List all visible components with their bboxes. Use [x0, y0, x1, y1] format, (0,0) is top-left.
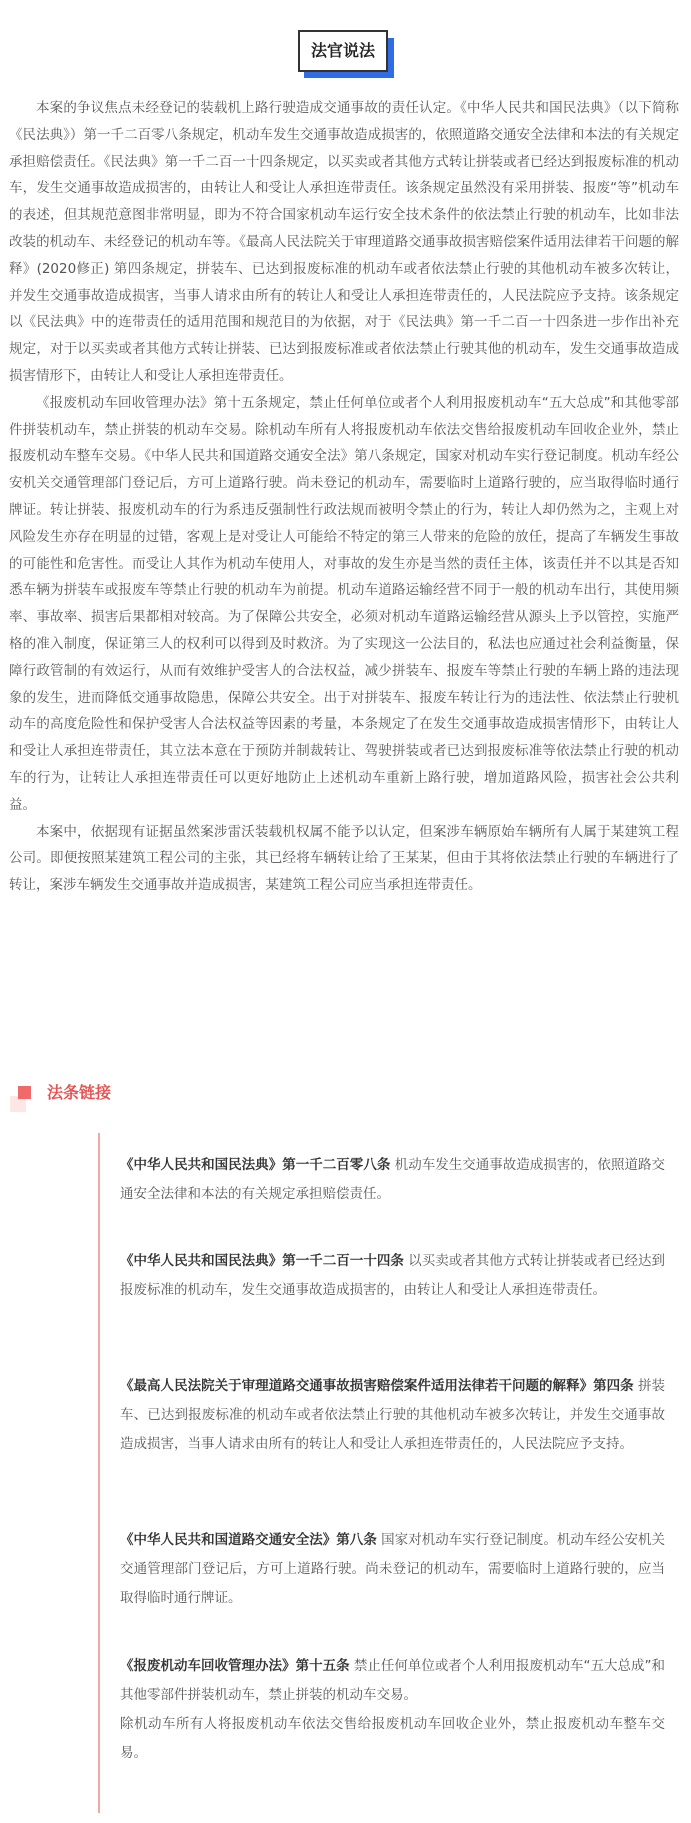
- article-body: [9, 95, 679, 899]
- timeline-line: [98, 1133, 100, 1813]
- law-item-extra-text: 除机动车所有人将报废机动车依法交售给报废机动车回收企业外，禁止报废机动车整车交易。: [120, 1716, 665, 1761]
- law-item-text: 禁止任何单位或者个人利用报废机动车“五大总成”和其他零部件拼装机动车，禁止拼装的机动车交易。: [120, 1658, 665, 1703]
- law-item: [120, 1652, 665, 1768]
- law-item: [120, 1372, 665, 1459]
- law-item: [120, 1247, 665, 1305]
- law-item: [120, 1526, 665, 1613]
- section-title: 法条链接: [47, 1083, 112, 1102]
- paragraph: 《报废机动车回收管理办法》第十五条规定，禁止任何单位或者个人利用报废机动车“五大总成”和其他零部件拼装机动车，禁止拼装的机动车交易。除机动车所有人将报废机动车依法交售给报废机动车回收企业外，禁止报废机动车整车交易。《中华人民共和国道路交通安全法》第八条规定，国家对机动车实行登记制度。机动车经公安机关交通管理部门登记后，方可上道路行驶。尚未登记的机动车，需要临时上道路行驶的，应当取得临时通行牌证。转让拼装、报废机动车的行为系违反强制性行政法规而被明令禁止的行为，转让人却仍然为之，主观上对风险发生亦存在明显的过错，客观上是对受让人可能给不特定的第三人带来的危险的放任，提高了车辆发生事故的可能性和危害性。而受让人其作为机动车使用人，对事故的发生亦是当然的责任主体，该责任并不以其是否知悉车辆为拼装车或报废车等禁止行驶的机动车为前提。机动车道路运输经营不同于一般的机动车出行，其使用频率、事故率、损害后果都相对较高。为了保障公共安全，必须对机动车道路运输经营从源头上予以管控，实施严格的准入制度，保证第三人的权利可以得到及时救济。为了实现这一公法目的，私法也应通过社会利益衡量，保障行政管制的有效运行，从而有效维护受害人的合法权益，减少拼装车、报废车等禁止行驶的车辆上路的违法现象的发生，进而降低交通事故隐患，保障公共安全。出于对拼装车、报废车转让行为的违法性、依法禁止行驶机动车的高度危险性和保护受害人合法权益等因素的考量，本条规定了在发生交通事故造成损害情形下，由转让人和受让人承担连带责任，其立法本意在于预防并制裁转让、驾驶拼装或者已达到报废标准等依法禁止行驶的机动车的行为，让转让人承担连带责任可以更好地防止上述机动车重新上路行驶，增加道路风险，损害社会公共利益。: [9, 394, 679, 813]
- paragraph: 本案的争议焦点未经登记的装载机上路行驶造成交通事故的责任认定。《中华人民共和国民法典》（以下简称《民法典》）第一千二百零八条规定，机动车发生交通事故造成损害的，依照道路交通安全法律和本法的有关规定承担赔偿责任。《民法典》第一千二百一十四条规定，以买卖或者其他方式转让拼装或者已经达到报废标准的机动车，发生交通事故造成损害的，由转让人和受让人承担连带责任。该条规定虽然没有采用拼装、报废“等”机动车的表述，但其规范意图非常明显，即为不符合国家机动车运行安全技术条件的依法禁止行驶的机动车，比如非法改装的机动车、未经登记的机动车等。《最高人民法院关于审理道路交通事故损害赔偿案件适用法律若干问题的解释》(2020修正) 第四条规定，拼装车、已达到报废标准的机动车或者依法禁止行驶的其他机动车被多次转让，并发生交通事故造成损害，当事人请求由所有的转让人和受让人承担连带责任的，人民法院应予支持。该条规定以《民法典》中的连带责任的适用范围和规范目的为依据，对于《民法典》第一千二百一十四条进一步作出补充规定，对于以买卖或者其他方式转让拼装、已达到报废标准或者依法禁止行驶其他的机动车，发生交通事故造成损害情形下，由转让人和受让人承担连带责任。: [9, 100, 679, 384]
- law-item-name: 《中华人民共和国民法典》第一千二百一十四条: [120, 1253, 404, 1269]
- paragraph: 本案中，依据现有证据虽然案涉雷沃装载机权属不能予以认定，但案涉车辆原始车辆所有人属于某建筑工程公司。即便按照某建筑工程公司的主张，其已经将车辆转让给了王某某，但由于其将依法禁止行驶的车辆进行了转让，案涉车辆发生交通事故并造成损害，某建筑工程公司应当承担连带责任。: [9, 823, 679, 894]
- law-item-text: 国家对机动车实行登记制度。机动车经公安机关交通管理部门登记后，方可上道路行驶。尚未登记的机动车，需要临时上道路行驶的，应当取得临时通行牌证。: [120, 1532, 666, 1606]
- law-item-name: 《报废机动车回收管理办法》第十五条: [120, 1658, 350, 1674]
- law-item-text: 机动车发生交通事故造成损害的，依照道路交通安全法律和本法的有关规定承担赔偿责任。: [120, 1157, 666, 1202]
- law-item-text: 拼装车、已达到报废标准的机动车或者依法禁止行驶的其他机动车被多次转让，并发生交通事故造成损害，当事人请求由所有的转让人和受让人承担连带责任的，人民法院应予支持。: [120, 1378, 666, 1452]
- law-item-text: 以买卖或者其他方式转让拼装或者已经达到报废标准的机动车，发生交通事故造成损害的，由转让人和受让人承担连带责任。: [120, 1253, 666, 1298]
- law-item: [120, 1151, 665, 1209]
- law-item-name: 《中华人民共和国道路交通安全法》第八条: [120, 1532, 377, 1548]
- title-badge: [298, 30, 396, 80]
- square-accent-icon: [18, 1086, 31, 1099]
- law-item-name: 《最高人民法院关于审理道路交通事故损害赔偿案件适用法律若干问题的解释》第四条: [120, 1378, 634, 1394]
- section-header-law-links: [10, 1078, 310, 1118]
- page-title: 法官说法: [298, 30, 388, 72]
- law-item-name: 《中华人民共和国民法典》第一千二百零八条: [120, 1157, 391, 1173]
